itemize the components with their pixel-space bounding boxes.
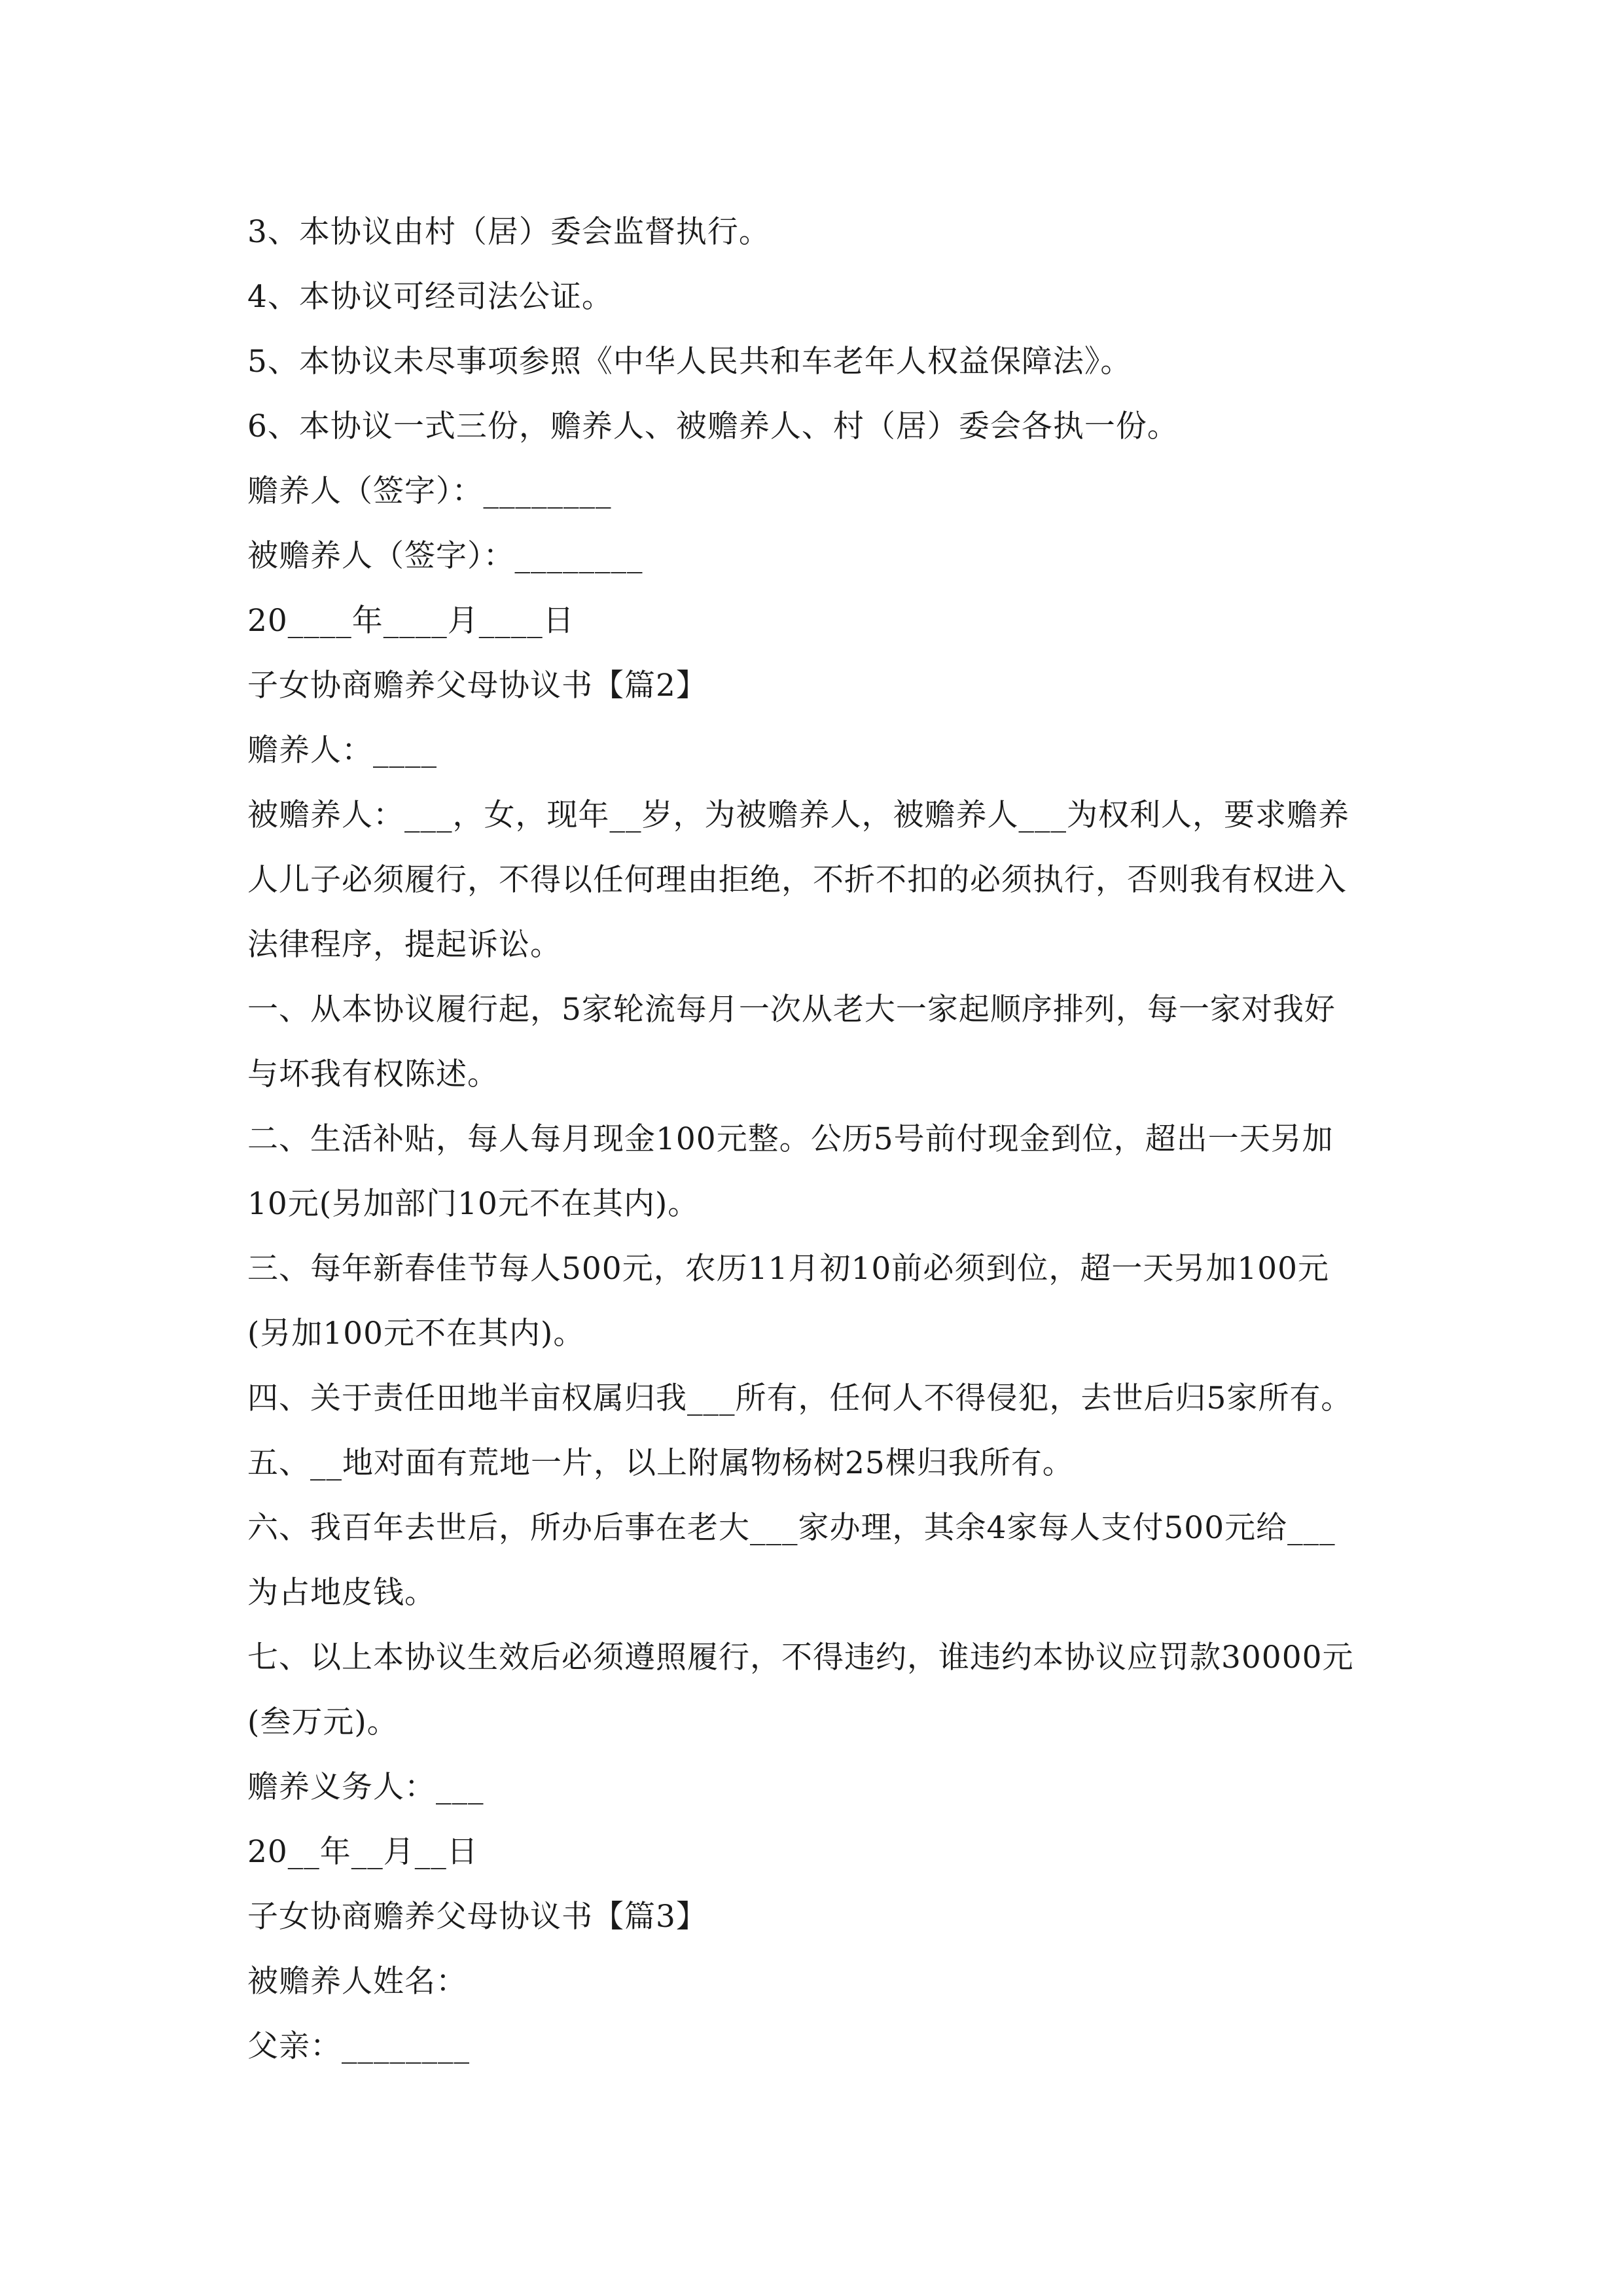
paragraph-line: 人儿子必须履行，不得以任何理由拒绝，不折不扣的必须执行，否则我有权进入 [247, 862, 1347, 898]
paragraph-line: 法律程序，提起诉讼。 [247, 927, 562, 963]
clause-5: 5、本协议未尽事项参照《中华人民共和车老年人权益保障法》。 [247, 344, 1132, 380]
supporter-signature-line: 赡养人（签字）：________ [247, 473, 612, 509]
clause-6: 6、本协议一式三份，赡养人、被赡养人、村（居）委会各执一份。 [247, 408, 1179, 444]
article-6-line: 六、我百年去世后，所办后事在老大___家办理，其余4家每人支付500元给___ [247, 1510, 1336, 1546]
father-line: 父亲：________ [247, 2028, 470, 2064]
article-4-line: 四、关于责任田地半亩权属归我___所有，任何人不得侵犯，去世后归5家所有。 [247, 1380, 1353, 1416]
date-line: 20__年__月__日 [247, 1834, 478, 1870]
section-heading-3: 子女协商赡养父母协议书【篇3】 [247, 1899, 707, 1935]
article-3-line: 三、每年新春佳节每人500元，农历11月初10前必须到位，超一天另加100元 [247, 1251, 1330, 1287]
article-1-line: 一、从本协议履行起，5家轮流每月一次从老大一家起顺序排列，每一家对我好 [247, 992, 1336, 1028]
clause-3: 3、本协议由村（居）委会监督执行。 [247, 214, 770, 250]
article-6-line: 为占地皮钱。 [247, 1575, 436, 1611]
article-3-line: (另加100元不在其内)。 [247, 1316, 585, 1352]
supporter-line: 赡养人：____ [247, 732, 437, 768]
obligor-line: 赡养义务人：___ [247, 1769, 484, 1805]
article-7-line: 七、以上本协议生效后必须遵照履行，不得违约，谁违约本协议应罚款30000元 [247, 1640, 1354, 1676]
paragraph-line: 被赡养人：___，女，现年__岁，为被赡养人，被赡养人___为权利人，要求赡养 [247, 797, 1349, 833]
document-page [247, 200, 1399, 2079]
supported-signature-line: 被赡养人（签字）：________ [247, 538, 643, 574]
date-line: 20____年____月____日 [247, 603, 575, 639]
article-7-line: (叁万元)。 [247, 1704, 399, 1740]
article-2-line: 10元(另加部门10元不在其内)。 [247, 1186, 700, 1222]
clause-4: 4、本协议可经司法公证。 [247, 279, 613, 315]
article-1-line: 与坏我有权陈述。 [247, 1056, 499, 1092]
article-2-line: 二、生活补贴，每人每月现金100元整。公历5号前付现金到位，超出一天另加 [247, 1121, 1334, 1157]
supported-name-line: 被赡养人姓名： [247, 1964, 467, 2000]
section-heading-2: 子女协商赡养父母协议书【篇2】 [247, 668, 707, 704]
article-5-line: 五、__地对面有荒地一片，以上附属物杨树25棵归我所有。 [247, 1445, 1074, 1481]
